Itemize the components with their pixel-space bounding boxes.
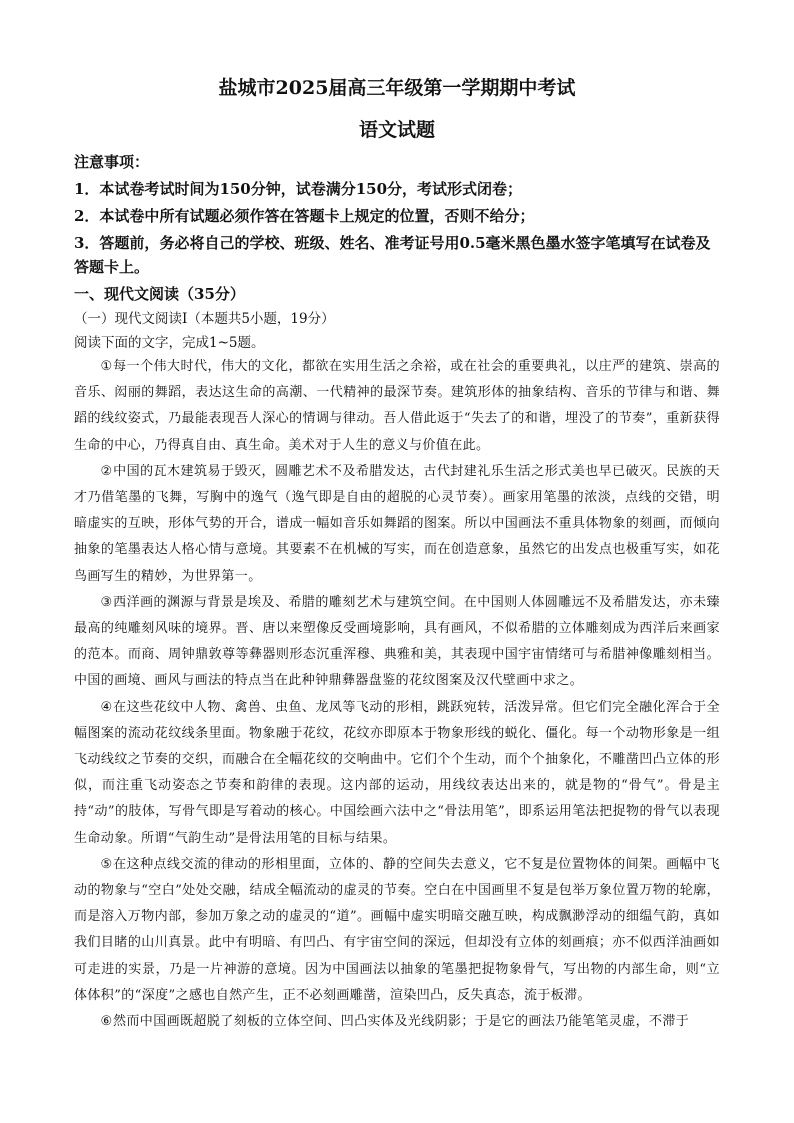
paragraph-text: 在这些花纹中人物、禽兽、虫鱼、龙凤等飞动的形相，跳跃宛转，活泼异常。但它们完全融化浑合于全幅图案的流动花纹线条里面。物象融于花纹，花纹亦即原本于物象形线的蜕化、僵化。每一个动物形象是一组飞动线纹之节奏的交织，而融合在全幅花纹的交响曲中。它们个个生动，而个个抽象化，不雕凿凹凸立体的形似，而注重飞动姿态之节奏和韵律的表现。这内部的运动，用线纹表达出来的，就是物的“骨气”。骨是主持“动”的肢体，写骨气即是写着动的核心。中国绘画六法中之“骨法用笔”，即系运用笔法把捉物的骨气以表现生命动象。所谓“气韵生动”是骨法用笔的目标与结果。	[74, 699, 720, 846]
paragraph-number: ③	[100, 594, 113, 610]
paragraph-number: ⑤	[100, 856, 113, 872]
subsection-heading: （一）现代文阅读Ⅰ（本题共5小题，19分）	[74, 311, 335, 327]
reading-passage	[74, 354, 720, 1035]
paragraph-number: ⑥	[100, 1014, 113, 1030]
passage-paragraph-2	[74, 459, 720, 590]
passage-paragraph-1	[74, 354, 720, 459]
passage-paragraph-4	[74, 695, 720, 852]
passage-paragraph-6	[74, 1009, 720, 1035]
notice-heading: 注意事项：	[74, 153, 150, 171]
notice-item-1: 1．本试卷考试时间为150分钟，试卷满分150分，考试形式闭卷；	[74, 180, 523, 198]
paragraph-number: ①	[100, 359, 113, 374]
paragraph-number: ④	[100, 699, 113, 715]
paragraph-text: 在这种点线交流的律动的形相里面，立体的、静的空间失去意义，它不复是位置物体的间架。画幅中飞动的物象与“空白”处处交融，结成全幅流动的虚灵的节奏。空白在中国画里不复是包举万象位置万物的轮廓，而是溶入万物内部，参加万象之动的虚灵的“道”。画幅中虚实明暗交融互映，构成飘渺浮动的细缊气韵，真如我们目睹的山川真景。此中有明暗、有凹凸、有宇宙空间的深远，但却没有立体的刻画痕；亦不似西洋油画如可走进的实景，乃是一片神游的意境。因为中国画法以抽象的笔墨把捉物象骨气，写出物的内部生命，则“立体体积”的“深度”之感也自然产生，正不必刻画雕凿，渲染凹凸，反失真态，流于板滞。	[74, 856, 720, 1003]
paragraph-text: 每一个伟大时代，伟大的文化，都欲在实用生活之余裕，或在社会的重要典礼，以庄严的建筑、崇高的音乐、闳丽的舞蹈，表达这生命的高潮、一代精神的最深节奏。建筑形体的抽象结构、音乐的节律与和谐、舞蹈的线纹姿式，乃最能表现吾人深心的情调与律动。吾人借此返于“失去了的和谐，埋没了的节奏”，重新获得生命的中心，乃得真自由、真生命。美术对于人生的意义与价值在此。	[74, 359, 720, 453]
passage-paragraph-5	[74, 852, 720, 1009]
notice-item-3: 3．答题前，务必将自己的学校、班级、姓名、准考证号用0.5毫米黑色墨水签字笔填写在试卷及答题卡上。	[74, 234, 711, 276]
exam-subtitle: 语文试题	[358, 119, 435, 141]
paragraph-text: 然而中国画既超脱了刻板的立体空间、凹凸实体及光线阴影；于是它的画法乃能笔笔灵虚，不滞于	[113, 1014, 690, 1030]
paragraph-text: 中国的瓦木建筑易于毁灭，圆雕艺术不及希腊发达，古代封建礼乐生活之形式美也早已破灭。民族的天才乃借笔墨的飞舞，写胸中的逸气（逸气即是自由的超脱的心灵节奏）。画家用笔墨的浓淡，点线的交错，明暗虚实的互映，形体气势的开合，谱成一幅如音乐如舞蹈的图案。所以中国画法不重具体物象的刻画，而倾向抽象的笔墨表达人格心情与意境。其要素不在机械的写实，而在创造意象，虽然它的出发点也极重写实，如花鸟画写生的精妙，为世界第一。	[74, 463, 720, 584]
notice-item-2: 2．本试卷中所有试题必须作答在答题卡上规定的位置，否则不给分；	[74, 207, 535, 225]
paragraph-number: ②	[100, 463, 113, 479]
paragraph-text: 西洋画的渊源与背景是埃及、希腊的雕刻艺术与建筑空间。在中国则人体圆雕远不及希腊发达，亦未臻最高的纯雕刻风味的境界。晋、唐以来塑像反受画境影响，具有画风，不似希腊的立体雕刻成为西洋后来画家的范本。而商、周钟鼎敦尊等彝器则形态沉重浑穆、典雅和美，其表现中国宇宙情绪可与希腊神像雕刻相当。中国的画境、画风与画法的特点当在此种钟鼎彝器盘鉴的花纹图案及汉代壁画中求之。	[74, 594, 720, 689]
reading-instruction: 阅读下面的文字，完成1~5题。	[74, 335, 265, 351]
passage-paragraph-3	[74, 590, 720, 695]
section-heading: 一、现代文阅读（35分）	[74, 285, 245, 303]
exam-title: 盐城市2025届高三年级第一学期期中考试	[218, 77, 576, 99]
